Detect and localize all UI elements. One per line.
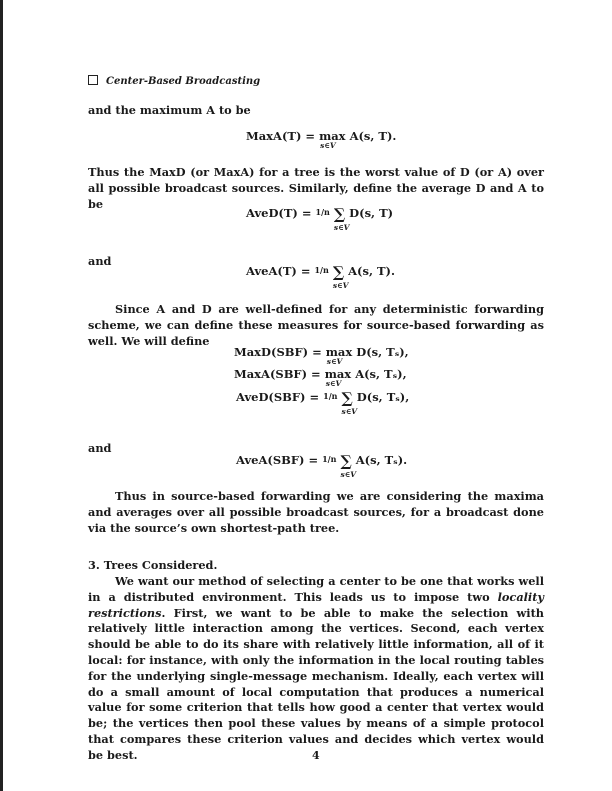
equation-maxA-sbf: MaxA(SBF) = max s∈V A(s, Tₛ), <box>234 367 407 388</box>
equation-aveA-sbf: AveA(SBF) = 1/n ∑ s∈V A(s, Tₛ). <box>236 452 408 479</box>
scan-edge <box>0 0 3 791</box>
and-1: and <box>88 254 112 268</box>
running-head: Center-Based Broadcasting <box>88 75 260 87</box>
equation-aveD-T: AveD(T) = 1/n ∑ s∈V D(s, T) <box>246 205 394 232</box>
checkbox-square-icon <box>88 75 98 85</box>
paragraph-since: Since A and D are well-defined for any deterministic forwarding scheme, we can define these measures for source-based forwarding as well. We will define <box>88 302 544 348</box>
equation-aveD-sbf: AveD(SBF) = 1/n ∑ s∈V D(s, Tₛ), <box>236 389 410 416</box>
paragraph-worst-value: Thus the MaxD (or MaxA) for a tree is the worst value of D (or A) over all possible broadcast sources. Similarly, define the average D and A to be <box>88 165 544 211</box>
equation-aveA-T: AveA(T) = 1/n ∑ s∈V A(s, T). <box>246 263 395 290</box>
intro-line: and the maximum A to be <box>88 103 251 117</box>
equation-maxD-sbf: MaxD(SBF) = max s∈V D(s, Tₛ), <box>234 345 409 366</box>
section-heading: 3. Trees Considered. <box>88 558 218 572</box>
page-number: 4 <box>312 749 320 762</box>
equation-maxA-T: MaxA(T) = max s∈V A(s, T). <box>246 129 397 150</box>
paragraph-source-based: Thus in source-based forwarding we are considering the maxima and averages over all possible broadcast sources, for a broadcast done via the source’s own shortest-path tree. <box>88 489 544 535</box>
paragraph-trees-considered: We want our method of selecting a center to be one that works well in a distributed environment. This leads us to impose two locality restrictions. First, we want to be able to make the selection with relatively little interaction among the vertices. Second, each vertex should be able to do its share with relatively little information, all of it local: for instance, with only the information in the local routing tables for the underlying single-message mechanism. Ideally, each vertex will do a small amount of local computation that produces a numerical value for some criterion that tells how good a center that vertex would be; the vertices then pool these values by means of a simple protocol that compares these criterion values and decides which vertex would be best. <box>88 574 544 762</box>
and-2: and <box>88 441 112 455</box>
